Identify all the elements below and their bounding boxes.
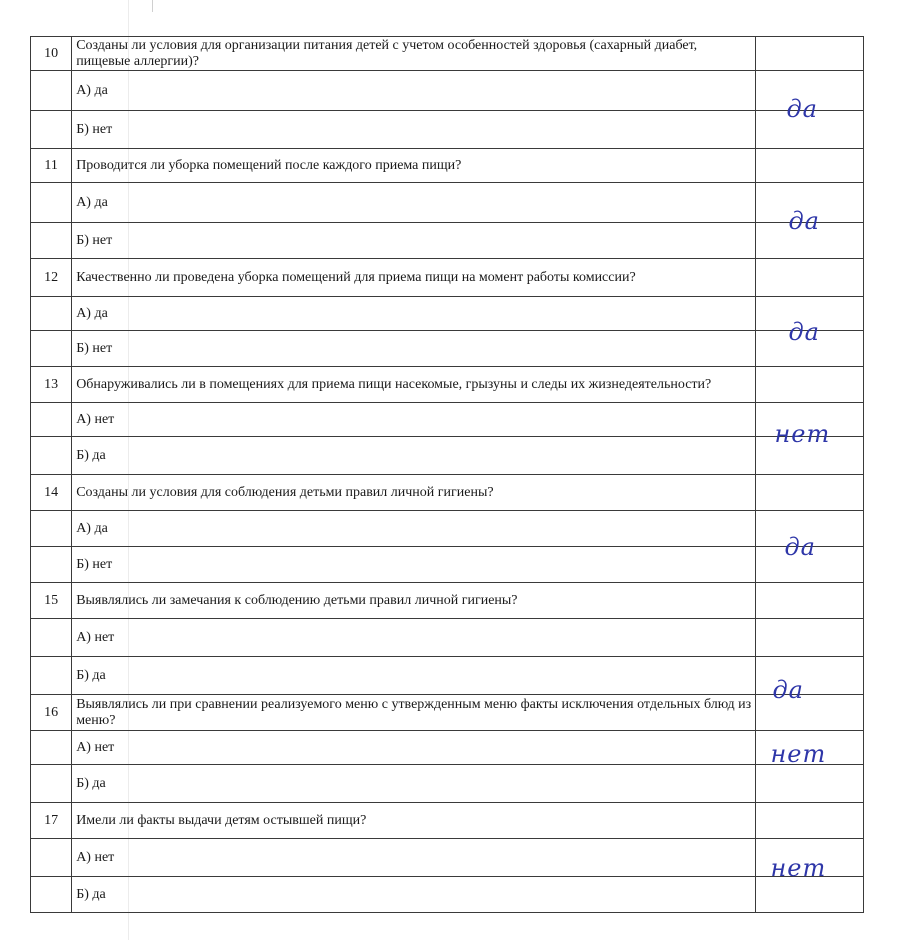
option-number-cell [31, 403, 72, 437]
question-text: Выявлялись ли замечания к соблюдению детьми правил личной гигиены? [72, 583, 756, 619]
option-answer-cell [756, 657, 864, 704]
option-label: Б) нет [72, 223, 756, 259]
option-label: А) нет [72, 403, 756, 437]
option-number-cell [31, 731, 72, 765]
question-text: Выявлялись ли при сравнении реализуемого меню с утвержденным меню факты исключения отдельных блюд из меню? [72, 695, 756, 731]
handwritten-answer: да [786, 94, 818, 123]
question-number: 16 [31, 695, 72, 731]
option-answer-cell [756, 731, 864, 768]
option-label: Б) да [72, 877, 756, 913]
option-row [31, 877, 864, 913]
option-answer-cell [756, 183, 864, 235]
question-row [31, 259, 864, 297]
question-answer-cell [756, 259, 864, 297]
question-number: 14 [31, 475, 72, 511]
option-row [31, 297, 864, 331]
option-label: А) да [72, 183, 756, 223]
question-text: Созданы ли условия для соблюдения детьми правил личной гигиены? [72, 475, 756, 511]
handwritten-answer: да [788, 317, 820, 346]
option-answer-cell [756, 547, 864, 583]
question-answer-cell [756, 149, 864, 183]
question-text: Проводится ли уборка помещений после каждого приема пищи? [72, 149, 756, 183]
page-edge-mark [152, 0, 153, 12]
question-row [31, 37, 864, 71]
option-row [31, 547, 864, 583]
handwritten-answer: да [788, 206, 820, 235]
question-row [31, 695, 864, 731]
option-answer-cell [756, 619, 864, 657]
option-label: Б) да [72, 437, 756, 475]
question-row [31, 583, 864, 619]
question-number: 12 [31, 259, 72, 297]
option-number-cell [31, 765, 72, 803]
option-number-cell [31, 437, 72, 475]
handwritten-answer: да [772, 675, 804, 704]
question-text: Качественно ли проведена уборка помещений для приема пищи на момент работы комиссии? [72, 259, 756, 297]
question-number: 15 [31, 583, 72, 619]
option-row [31, 71, 864, 111]
option-answer-cell [756, 223, 864, 259]
survey-table [30, 36, 864, 913]
option-number-cell [31, 619, 72, 657]
question-answer-cell [756, 695, 864, 731]
option-row [31, 731, 864, 765]
option-answer-cell [756, 71, 864, 123]
option-row [31, 619, 864, 657]
question-row [31, 149, 864, 183]
option-number-cell [31, 547, 72, 583]
option-row [31, 403, 864, 437]
option-label: Б) нет [72, 547, 756, 583]
question-text: Созданы ли условия для организации питания детей с учетом особенностей здоровья (сахарный диабет, пищевые аллергии)? [72, 37, 756, 71]
option-answer-cell [756, 331, 864, 367]
survey-table-body [31, 37, 864, 913]
option-label: А) нет [72, 731, 756, 765]
option-answer-cell [756, 437, 864, 475]
option-number-cell [31, 183, 72, 223]
handwritten-answer: да [784, 532, 816, 561]
option-answer-cell [756, 111, 864, 149]
option-label: Б) нет [72, 331, 756, 367]
option-row [31, 437, 864, 475]
option-row [31, 765, 864, 803]
option-answer-cell [756, 403, 864, 448]
option-number-cell [31, 511, 72, 547]
question-number: 13 [31, 367, 72, 403]
question-row [31, 367, 864, 403]
option-number-cell [31, 839, 72, 877]
option-number-cell [31, 223, 72, 259]
option-answer-cell [756, 297, 864, 346]
option-label: Б) да [72, 765, 756, 803]
option-row [31, 657, 864, 695]
question-answer-cell [756, 583, 864, 619]
question-answer-cell [756, 367, 864, 403]
handwritten-answer: нет [770, 739, 827, 768]
option-label: Б) нет [72, 111, 756, 149]
question-answer-cell [756, 475, 864, 511]
option-label: А) да [72, 71, 756, 111]
option-label: А) нет [72, 619, 756, 657]
option-row [31, 223, 864, 259]
option-row [31, 111, 864, 149]
question-row [31, 803, 864, 839]
option-answer-cell [756, 511, 864, 561]
question-row [31, 475, 864, 511]
handwritten-answer: нет [774, 419, 831, 448]
option-row [31, 183, 864, 223]
question-number: 10 [31, 37, 72, 71]
handwritten-answer: нет [770, 853, 827, 882]
option-number-cell [31, 71, 72, 111]
question-number: 11 [31, 149, 72, 183]
option-number-cell [31, 331, 72, 367]
option-label: А) да [72, 297, 756, 331]
question-text: Обнаруживались ли в помещениях для приема пищи насекомые, грызуны и следы их жизнедеятельности? [72, 367, 756, 403]
option-row [31, 511, 864, 547]
option-row [31, 331, 864, 367]
option-number-cell [31, 111, 72, 149]
option-answer-cell [756, 765, 864, 803]
option-number-cell [31, 297, 72, 331]
question-answer-cell [756, 37, 864, 71]
option-label: А) нет [72, 839, 756, 877]
option-row [31, 839, 864, 877]
option-number-cell [31, 657, 72, 695]
option-label: Б) да [72, 657, 756, 695]
option-label: А) да [72, 511, 756, 547]
option-answer-cell [756, 839, 864, 882]
question-number: 17 [31, 803, 72, 839]
question-answer-cell [756, 803, 864, 839]
question-text: Имели ли факты выдачи детям остывшей пищи? [72, 803, 756, 839]
option-number-cell [31, 877, 72, 913]
option-answer-cell [756, 877, 864, 913]
